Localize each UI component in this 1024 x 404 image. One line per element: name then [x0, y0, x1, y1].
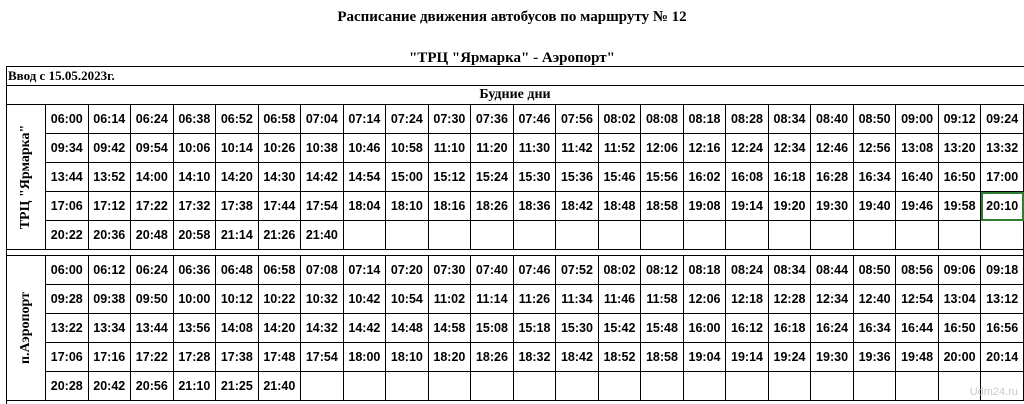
time-cell: 16:02 [683, 163, 726, 192]
page-title: Расписание движения автобусов по маршруту № 12 [337, 9, 687, 25]
top-border [6, 66, 1024, 67]
schedule-row [7, 134, 1024, 163]
time-cell [641, 221, 684, 250]
time-cell: 11:58 [641, 285, 684, 314]
time-cell: 16:18 [768, 163, 811, 192]
time-cell: 13:44 [46, 163, 89, 192]
time-cell: 06:38 [173, 105, 216, 134]
start-date-label: Ввод с 15.05.2023г. [8, 68, 115, 83]
schedule-row [7, 105, 1024, 134]
time-cell: 20:42 [88, 372, 131, 401]
time-cell: 07:14 [343, 256, 386, 285]
time-cell: 18:16 [428, 192, 471, 221]
time-cell: 15:08 [471, 314, 514, 343]
time-cell: 07:52 [556, 256, 599, 285]
time-cell: 21:14 [216, 221, 259, 250]
time-cell: 21:10 [173, 372, 216, 401]
time-cell [343, 221, 386, 250]
time-cell: 11:20 [471, 134, 514, 163]
time-cell [683, 221, 726, 250]
stop-name: ТРЦ "Ярмарка" [18, 124, 33, 230]
time-cell: 15:18 [513, 314, 556, 343]
time-cell: 14:32 [301, 314, 344, 343]
time-cell: 12:34 [768, 134, 811, 163]
time-cell [343, 372, 386, 401]
time-cell: 17:44 [258, 192, 301, 221]
time-cell: 08:50 [853, 256, 896, 285]
time-cell: 18:42 [556, 343, 599, 372]
time-cell: 14:30 [258, 163, 301, 192]
time-cell: 18:00 [343, 343, 386, 372]
time-cell: 11:02 [428, 285, 471, 314]
time-cell: 16:40 [896, 163, 939, 192]
time-cell: 07:20 [386, 256, 429, 285]
time-cell: 17:38 [216, 192, 259, 221]
time-cell: 17:54 [301, 343, 344, 372]
time-cell [896, 221, 939, 250]
time-cell: 09:34 [46, 134, 89, 163]
time-cell: 13:04 [938, 285, 981, 314]
time-cell: 16:12 [726, 314, 769, 343]
time-cell: 16:24 [811, 314, 854, 343]
time-cell [471, 372, 514, 401]
time-cell: 12:24 [726, 134, 769, 163]
time-cell: 07:36 [471, 105, 514, 134]
time-cell: 08:08 [641, 105, 684, 134]
time-cell: 18:32 [513, 343, 556, 372]
time-cell [768, 221, 811, 250]
time-cell: 08:12 [641, 256, 684, 285]
time-cell: 08:28 [726, 105, 769, 134]
time-cell: 13:56 [173, 314, 216, 343]
time-cell: 14:08 [216, 314, 259, 343]
time-cell: 20:48 [131, 221, 174, 250]
time-cell: 10:06 [173, 134, 216, 163]
time-cell: 15:56 [641, 163, 684, 192]
time-cell: 09:18 [981, 256, 1024, 285]
time-cell: 19:04 [683, 343, 726, 372]
time-cell: 06:48 [216, 256, 259, 285]
divider [6, 85, 1024, 86]
time-cell: 11:26 [513, 285, 556, 314]
time-cell: 19:36 [853, 343, 896, 372]
time-cell: 09:06 [938, 256, 981, 285]
time-cell: 13:52 [88, 163, 131, 192]
time-cell: 09:00 [896, 105, 939, 134]
time-cell: 17:06 [46, 192, 89, 221]
time-cell: 12:46 [811, 134, 854, 163]
time-cell: 08:34 [768, 105, 811, 134]
time-cell: 18:26 [471, 343, 514, 372]
time-cell: 10:32 [301, 285, 344, 314]
time-cell: 16:34 [853, 314, 896, 343]
time-cell: 07:46 [513, 105, 556, 134]
time-cell: 09:38 [88, 285, 131, 314]
time-cell: 10:12 [216, 285, 259, 314]
schedule-row [7, 372, 1024, 401]
schedule-row [7, 256, 1024, 285]
stop-label-cell [7, 105, 46, 250]
time-cell: 18:20 [428, 343, 471, 372]
time-cell: 12:16 [683, 134, 726, 163]
time-cell: 08:02 [598, 105, 641, 134]
time-cell: 07:08 [301, 256, 344, 285]
time-cell: 09:54 [131, 134, 174, 163]
time-cell: 19:14 [726, 343, 769, 372]
time-cell: 06:24 [131, 105, 174, 134]
time-cell [811, 372, 854, 401]
time-cell [981, 221, 1024, 250]
time-cell: 15:36 [556, 163, 599, 192]
time-cell: 10:54 [386, 285, 429, 314]
time-cell: 08:02 [598, 256, 641, 285]
time-cell: 16:28 [811, 163, 854, 192]
time-cell: 10:00 [173, 285, 216, 314]
time-cell: 20:14 [981, 343, 1024, 372]
time-cell: 10:46 [343, 134, 386, 163]
time-cell: 14:10 [173, 163, 216, 192]
time-cell: 16:44 [896, 314, 939, 343]
time-cell: 13:34 [88, 314, 131, 343]
time-cell: 16:00 [683, 314, 726, 343]
time-cell: 15:42 [598, 314, 641, 343]
time-cell [386, 372, 429, 401]
time-cell: 19:08 [683, 192, 726, 221]
time-cell: 07:56 [556, 105, 599, 134]
time-cell [726, 372, 769, 401]
time-cell: 12:34 [811, 285, 854, 314]
time-cell: 06:58 [258, 105, 301, 134]
time-cell [853, 221, 896, 250]
time-cell: 07:46 [513, 256, 556, 285]
time-cell: 11:34 [556, 285, 599, 314]
time-cell: 07:24 [386, 105, 429, 134]
time-cell: 07:30 [428, 105, 471, 134]
time-cell: 10:14 [216, 134, 259, 163]
time-cell: 21:25 [216, 372, 259, 401]
time-cell: 08:56 [896, 256, 939, 285]
time-cell: 09:28 [46, 285, 89, 314]
time-cell: 16:34 [853, 163, 896, 192]
time-cell: 21:40 [258, 372, 301, 401]
time-cell: 15:48 [641, 314, 684, 343]
schedule-row [7, 343, 1024, 372]
time-cell: 15:00 [386, 163, 429, 192]
watermark: Udm24.ru [969, 386, 1018, 398]
time-cell [768, 372, 811, 401]
time-cell: 08:34 [768, 256, 811, 285]
time-cell: 06:00 [46, 105, 89, 134]
time-cell: 18:26 [471, 192, 514, 221]
time-cell: 20:58 [173, 221, 216, 250]
time-cell: 10:26 [258, 134, 301, 163]
time-cell: 20:36 [88, 221, 131, 250]
time-cell: 12:54 [896, 285, 939, 314]
time-cell: 13:20 [938, 134, 981, 163]
time-cell: 09:50 [131, 285, 174, 314]
time-cell: 06:00 [46, 256, 89, 285]
time-cell: 10:58 [386, 134, 429, 163]
time-cell: 06:36 [173, 256, 216, 285]
time-cell: 19:30 [811, 343, 854, 372]
time-cell: 06:52 [216, 105, 259, 134]
time-cell: 17:12 [88, 192, 131, 221]
time-cell: 14:54 [343, 163, 386, 192]
time-cell: 07:40 [471, 256, 514, 285]
time-cell: 14:42 [301, 163, 344, 192]
time-cell: 12:18 [726, 285, 769, 314]
time-cell: 11:52 [598, 134, 641, 163]
time-cell: 12:28 [768, 285, 811, 314]
time-cell: 18:52 [598, 343, 641, 372]
time-cell: 13:22 [46, 314, 89, 343]
time-cell: 18:58 [641, 192, 684, 221]
schedule-row [7, 163, 1024, 192]
time-cell: 13:08 [896, 134, 939, 163]
time-cell: 18:04 [343, 192, 386, 221]
schedule-table [6, 104, 1024, 401]
time-cell: 11:46 [598, 285, 641, 314]
time-cell: 18:58 [641, 343, 684, 372]
time-cell: 12:56 [853, 134, 896, 163]
time-cell [513, 372, 556, 401]
time-cell: 08:18 [683, 105, 726, 134]
time-cell [683, 372, 726, 401]
time-cell: 13:12 [981, 285, 1024, 314]
time-cell: 10:42 [343, 285, 386, 314]
time-cell: 08:40 [811, 105, 854, 134]
time-cell: 14:00 [131, 163, 174, 192]
time-cell: 21:40 [301, 221, 344, 250]
time-cell: 17:38 [216, 343, 259, 372]
schedule-row [7, 314, 1024, 343]
time-cell [428, 221, 471, 250]
time-cell: 15:46 [598, 163, 641, 192]
day-type-header: Будние дни [479, 87, 551, 102]
time-cell: 20:56 [131, 372, 174, 401]
time-cell: 19:46 [896, 192, 939, 221]
time-cell: 20:00 [938, 343, 981, 372]
time-cell: 10:38 [301, 134, 344, 163]
time-cell [598, 221, 641, 250]
time-cell: 18:48 [598, 192, 641, 221]
time-cell [811, 221, 854, 250]
time-cell: 14:42 [343, 314, 386, 343]
time-cell: 20:10 [981, 192, 1024, 221]
time-cell: 15:12 [428, 163, 471, 192]
time-cell: 08:44 [811, 256, 854, 285]
time-cell: 07:14 [343, 105, 386, 134]
time-cell: 19:14 [726, 192, 769, 221]
time-cell: 17:06 [46, 343, 89, 372]
time-cell: 12:06 [641, 134, 684, 163]
time-cell: 15:30 [513, 163, 556, 192]
time-cell: 16:50 [938, 163, 981, 192]
time-cell: 20:28 [46, 372, 89, 401]
time-cell [598, 372, 641, 401]
time-cell: 09:12 [938, 105, 981, 134]
time-cell: 08:18 [683, 256, 726, 285]
time-cell [556, 221, 599, 250]
time-cell: 18:10 [386, 192, 429, 221]
time-cell: 17:28 [173, 343, 216, 372]
time-cell [726, 221, 769, 250]
time-cell: 19:30 [811, 192, 854, 221]
time-cell: 17:32 [173, 192, 216, 221]
time-cell: 16:50 [938, 314, 981, 343]
time-cell: 19:20 [768, 192, 811, 221]
stop-label-cell [7, 256, 46, 401]
time-cell [853, 372, 896, 401]
time-cell: 09:42 [88, 134, 131, 163]
time-cell: 11:30 [513, 134, 556, 163]
time-cell: 18:42 [556, 192, 599, 221]
time-cell [513, 221, 556, 250]
time-cell: 14:20 [216, 163, 259, 192]
time-cell [641, 372, 684, 401]
time-cell: 13:44 [131, 314, 174, 343]
time-cell: 14:58 [428, 314, 471, 343]
time-cell: 06:12 [88, 256, 131, 285]
time-cell: 16:56 [981, 314, 1024, 343]
time-cell: 15:24 [471, 163, 514, 192]
time-cell: 14:48 [386, 314, 429, 343]
time-cell: 13:32 [981, 134, 1024, 163]
time-cell [938, 221, 981, 250]
time-cell: 11:14 [471, 285, 514, 314]
time-cell: 14:20 [258, 314, 301, 343]
time-cell: 19:24 [768, 343, 811, 372]
time-cell: 06:58 [258, 256, 301, 285]
time-cell: 06:14 [88, 105, 131, 134]
time-cell: 16:08 [726, 163, 769, 192]
time-cell: 18:10 [386, 343, 429, 372]
time-cell: 17:22 [131, 192, 174, 221]
route-title: "ТРЦ "Ярмарка" - Аэропорт" [408, 50, 616, 66]
time-cell: 19:40 [853, 192, 896, 221]
stop-name: п.Аэропорт [18, 291, 33, 365]
time-cell [896, 372, 939, 401]
time-cell: 16:18 [768, 314, 811, 343]
time-cell: 17:16 [88, 343, 131, 372]
time-cell: 11:42 [556, 134, 599, 163]
time-cell: 21:26 [258, 221, 301, 250]
time-cell: 07:30 [428, 256, 471, 285]
time-cell: 17:00 [981, 163, 1024, 192]
time-cell: 18:36 [513, 192, 556, 221]
time-cell: 15:30 [556, 314, 599, 343]
time-cell [301, 372, 344, 401]
time-cell [428, 372, 471, 401]
time-cell: 11:10 [428, 134, 471, 163]
time-cell: 07:04 [301, 105, 344, 134]
time-cell [556, 372, 599, 401]
time-cell [471, 221, 514, 250]
time-cell: 09:24 [981, 105, 1024, 134]
time-cell: 20:22 [46, 221, 89, 250]
time-cell: 10:22 [258, 285, 301, 314]
time-cell: 17:48 [258, 343, 301, 372]
time-cell: 17:54 [301, 192, 344, 221]
time-cell: 06:24 [131, 256, 174, 285]
schedule-row [7, 192, 1024, 221]
time-cell [386, 221, 429, 250]
time-cell: 19:48 [896, 343, 939, 372]
time-cell: 19:58 [938, 192, 981, 221]
time-cell: 08:24 [726, 256, 769, 285]
time-cell: 17:22 [131, 343, 174, 372]
time-cell: 12:06 [683, 285, 726, 314]
time-cell: 12:40 [853, 285, 896, 314]
schedule-row [7, 285, 1024, 314]
schedule-row [7, 221, 1024, 250]
time-cell: 08:50 [853, 105, 896, 134]
